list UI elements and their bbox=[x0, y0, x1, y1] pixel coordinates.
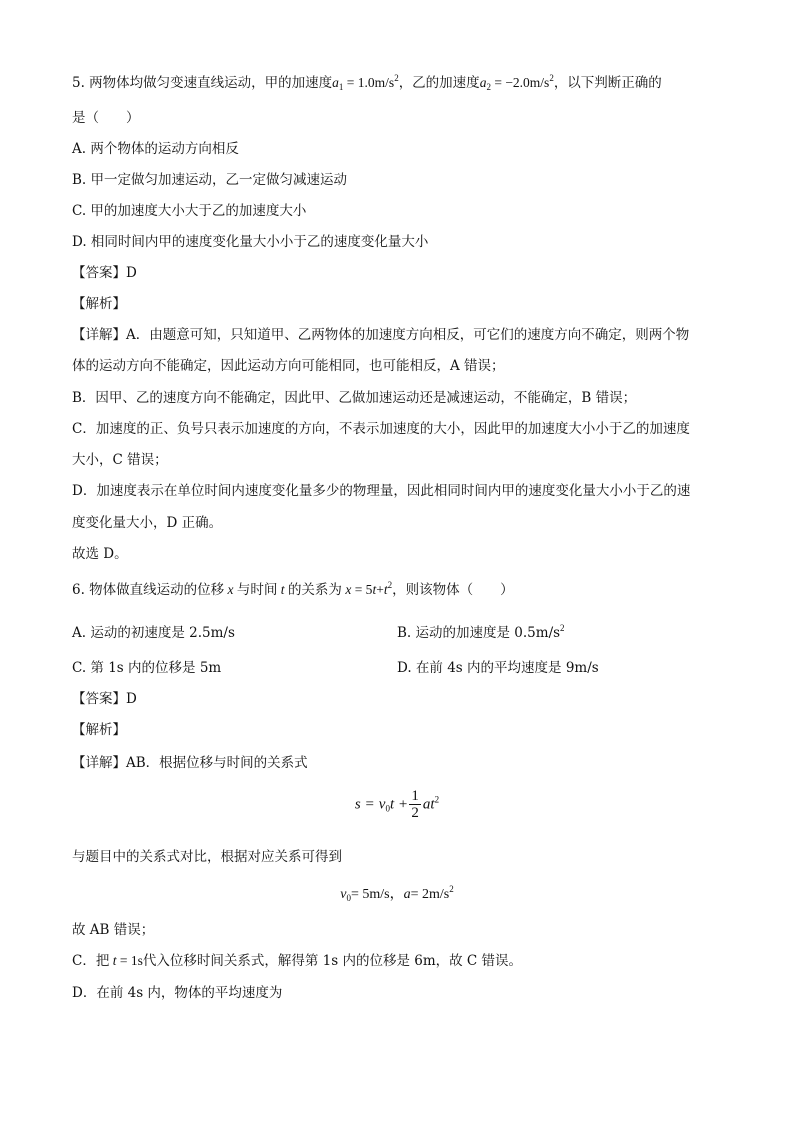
result-v0: = 5m/s bbox=[350, 887, 390, 902]
q6-detail-line1: 【详解】AB．根据位移与时间的关系式 bbox=[72, 755, 308, 771]
formula-equals: = bbox=[365, 796, 375, 813]
q5-stem-line2: 是（ ） bbox=[72, 110, 140, 126]
q5-option-d: D. 相同时间内甲的速度变化量大小小于乙的速度变化量大小 bbox=[72, 234, 429, 250]
q5-detail-line3: B．因甲、乙的速度方向不能确定，因此甲、乙做加速运动还是减速运动，不能确定，B 错误； bbox=[72, 390, 637, 406]
q5-detail-line7: 度变化量大小，D 正确。 bbox=[72, 515, 223, 531]
q6-option-b: B. 运动的加速度是 $0.5m/s^2$ bbox=[397, 623, 565, 641]
q6-compare-line: 与题目中的关系式对比，根据对应关系可得到 bbox=[72, 849, 342, 865]
q5-answer: 【答案】D bbox=[72, 265, 137, 281]
a2-subscript: 2 bbox=[486, 82, 491, 92]
q6-option-d: D. 在前 4s 内的平均速度是 9m/s bbox=[397, 660, 599, 676]
q5-detail-line1: 【详解】A．由题意可知，只知道甲、乙两物体的加速度方向相反，可它们的速度方向不确定，则两个物 bbox=[72, 327, 690, 343]
q6-eq-part1: = 5 bbox=[354, 582, 373, 597]
a2-value: −2.0m/s bbox=[505, 75, 550, 90]
q6-stem-part-c: 的关系为 bbox=[287, 582, 342, 598]
formula-fraction bbox=[409, 788, 421, 821]
q5-option-b: B. 甲一定做匀加速运动，乙一定做匀减速运动 bbox=[72, 172, 348, 188]
q5-detail-line5: 大小，C 错误； bbox=[72, 452, 168, 468]
q5-option-c: C. 甲的加速度大小大于乙的加速度大小 bbox=[72, 203, 307, 219]
q5-stem-part-a: 5. 两物体均做匀变速直线运动，甲的加速度 bbox=[72, 75, 333, 91]
q5-detail-line4: C．加速度的正、负号只表示加速度的方向，不表示加速度的大小，因此甲的加速度大小小于乙的加速度 bbox=[72, 421, 690, 437]
result-separator: ， bbox=[389, 886, 404, 902]
q6-stem: 6. 物体做直线运动的位移 x 与时间 t 的关系为 $x = 5t+t^2$，则该物体（ ） bbox=[72, 580, 514, 598]
a1-value: 1.0m/s bbox=[357, 75, 395, 90]
q6-answer: 【答案】D bbox=[72, 691, 137, 707]
q5-detail-line2: 体的运动方向不能确定，因此运动方向可能相同，也可能相反，A 错误； bbox=[72, 358, 505, 374]
formula-plus: + bbox=[398, 796, 408, 813]
q6-option-a: A. 运动的初速度是 2.5m/s bbox=[72, 625, 235, 641]
q5-stem-part-b: ，乙的加速度 bbox=[398, 75, 480, 91]
q6-ab-conclusion: 故 AB 错误； bbox=[72, 922, 155, 938]
fraction-numerator: 1 bbox=[411, 788, 419, 804]
q5-conclusion: 故选 D。 bbox=[72, 546, 128, 562]
q6-option-c: C. 第 1s 内的位移是 5m bbox=[72, 660, 222, 676]
displacement-formula: $s = v_0t$ + $\frac{1}{2}$ $at^2$ bbox=[354, 788, 440, 821]
q6-d-line: D．在前 4s 内，物体的平均速度为 bbox=[72, 985, 283, 1001]
q6-c-line-part-a: C．把 bbox=[72, 953, 110, 969]
fraction-denominator: 2 bbox=[411, 805, 419, 821]
q6-stem-part-b: 与时间 bbox=[236, 582, 278, 598]
q5-option-a: A. 两个物体的运动方向相反 bbox=[72, 141, 239, 157]
result-a: = 2m/s bbox=[410, 887, 450, 902]
q6-c-line-part-b: 代入位移时间关系式，解得第 1s 内的位移是 6m，故 C 错误。 bbox=[142, 953, 523, 969]
q6-eq-part2: + bbox=[376, 582, 384, 597]
q6-stem-part-a: 6. 物体做直线运动的位移 bbox=[72, 582, 225, 598]
q5-detail-line6: D．加速度表示在单位时间内速度变化量多少的物理量，因此相同时间内甲的速度变化量大小小于乙的速 bbox=[72, 483, 691, 499]
derived-values: $v_0= 5m/s$，$a= 2m/s^2$ bbox=[340, 884, 454, 903]
q6-c-line-eq: = 1s bbox=[119, 953, 143, 968]
a1-subscript: 1 bbox=[338, 82, 344, 92]
q5-analysis-label: 【解析】 bbox=[72, 296, 126, 312]
q5-stem-part-c: ，以下判断正确的 bbox=[553, 75, 662, 91]
q6-c-line: C．把 t = 1s代入位移时间关系式，解得第 1s 内的位移是 6m，故 C 错误。 bbox=[72, 953, 523, 969]
q6-option-b-text: B. 运动的加速度是 0.5m/s bbox=[397, 625, 561, 641]
q6-analysis-label: 【解析】 bbox=[72, 722, 126, 738]
q5-stem-line1: 5. 两物体均做匀变速直线运动，甲的加速度$a_1 = 1.0m/s^2$，乙的加速度$a_2 = -2.0m/s^2$，以下判断正确的 bbox=[72, 73, 662, 92]
q6-stem-part-d: ，则该物体（ ） bbox=[392, 582, 514, 598]
